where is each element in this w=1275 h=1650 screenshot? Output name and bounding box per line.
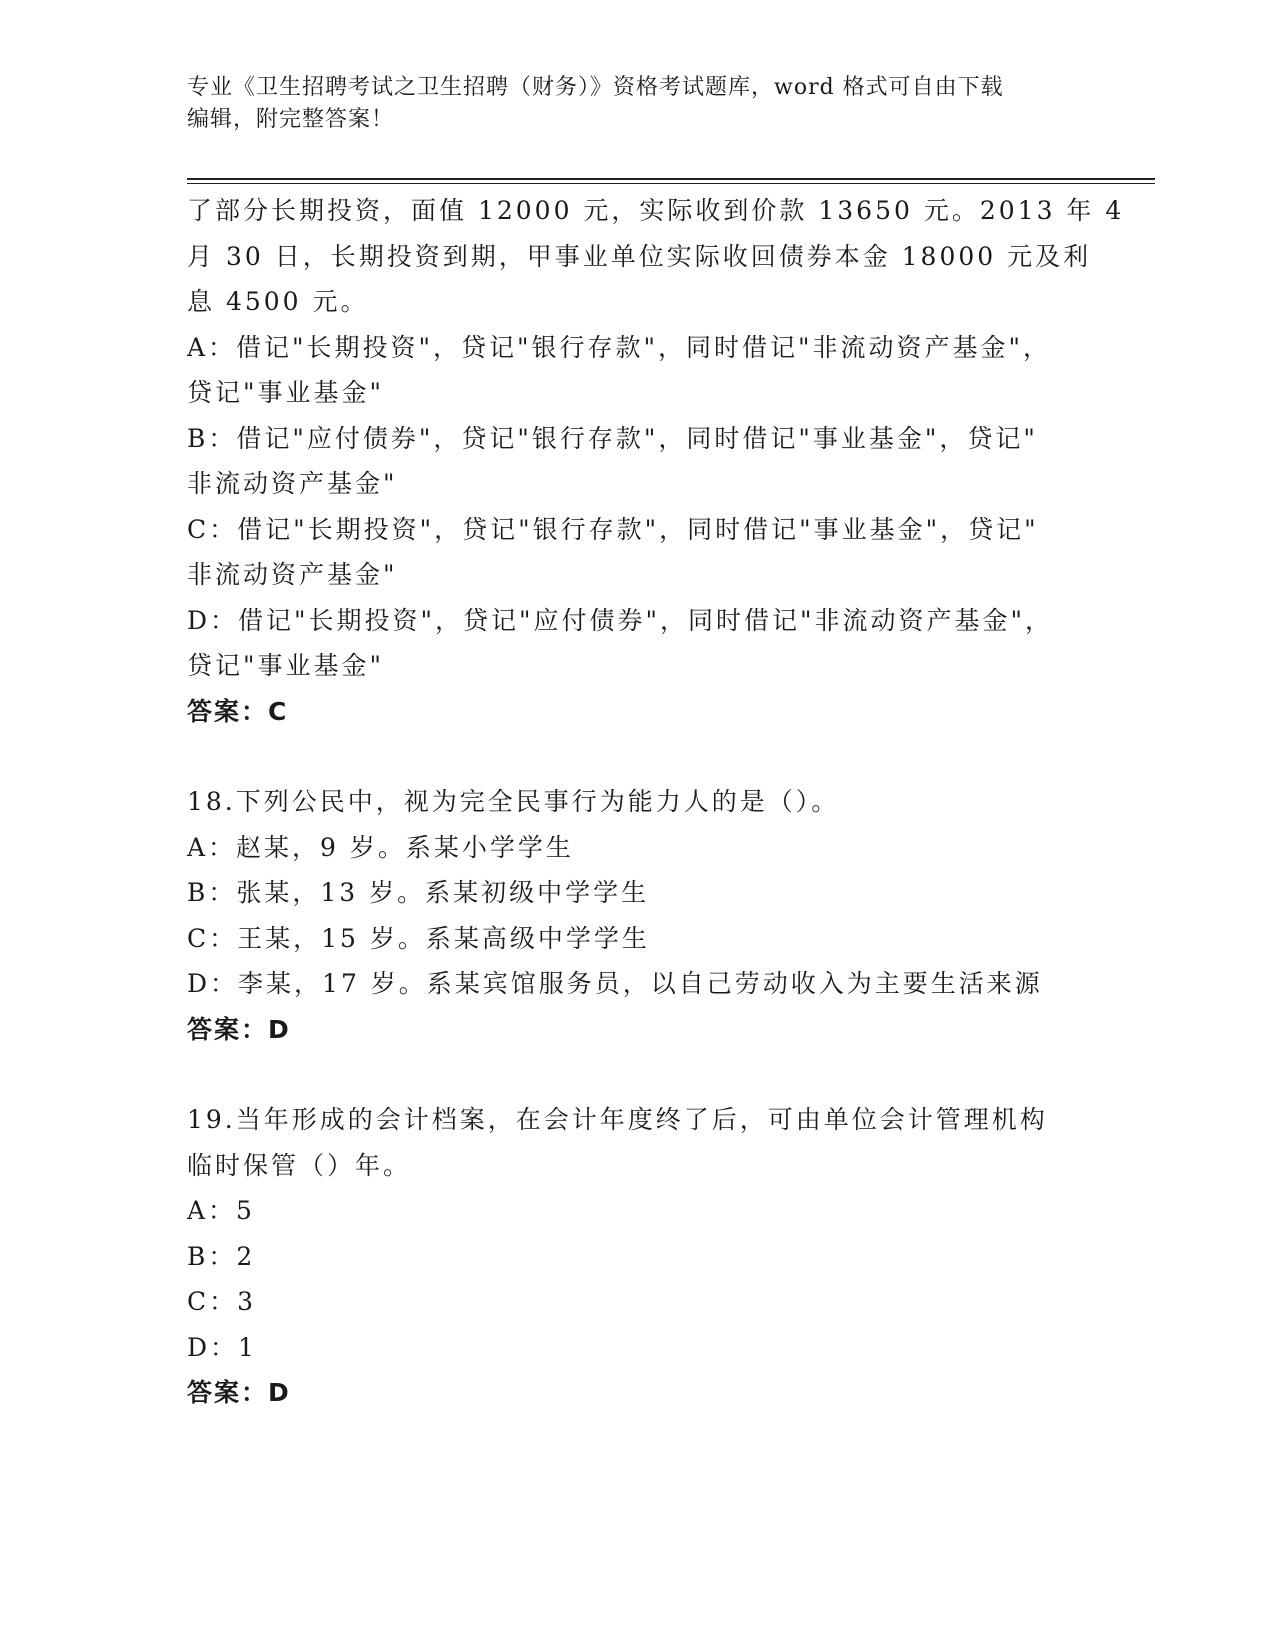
- option-a: A：5: [187, 1196, 255, 1225]
- answer-label: 答案：D: [187, 1378, 291, 1407]
- question-stem-line: 18.下列公民中，视为完全民事行为能力人的是（）。: [187, 787, 840, 816]
- question-19: [187, 1097, 1087, 1416]
- option-d: D：1: [187, 1332, 257, 1362]
- answer-label: 答案：D: [187, 1014, 291, 1044]
- question-stem-line: 临时保管（）年。: [187, 1150, 412, 1180]
- question-18: [187, 779, 1087, 1052]
- header-line-2: 编辑，附完整答案！: [187, 107, 395, 132]
- question-stem-line: 19.当年形成的会计档案，在会计年度终了后，可由单位会计管理机构: [187, 1105, 1048, 1134]
- document-body: [187, 188, 1125, 1416]
- option-d: D：李某，17 岁。系某宾馆服务员，以自己劳动收入为主要生活来源: [187, 969, 1043, 998]
- answer-label: 答案：C: [187, 696, 289, 726]
- spacer: [187, 734, 1087, 779]
- spacer: [187, 1052, 1087, 1097]
- option-b: B：2: [187, 1241, 256, 1271]
- header-line-1: 专业《卫生招聘考试之卫生招聘（财务）》资格考试题库，word 格式可自由下载: [187, 75, 1004, 100]
- header-divider-thick: [187, 178, 1155, 180]
- option-d-line: 贷记"事业基金": [187, 651, 384, 680]
- option-c: C：王某，15 岁。系某高级中学学生: [187, 923, 650, 953]
- page-header: [187, 72, 1087, 136]
- question-stem-line: 了部分长期投资，面值 12000 元，实际收到价款 13650 元。2013 年 4: [187, 196, 1125, 225]
- question-17: [187, 188, 1125, 734]
- option-c-line: 非流动资产基金": [187, 560, 398, 589]
- header-divider-thin: [187, 183, 1155, 184]
- question-stem-line: 息 4500 元。: [187, 287, 369, 316]
- option-b-line: B：借记"应付债券"，贷记"银行存款"，同时借记"事业基金"，贷记": [187, 423, 1038, 453]
- question-stem-line: 月 30 日，长期投资到期，甲事业单位实际收回债券本金 18000 元及利: [187, 241, 1092, 271]
- option-a: A：赵某，9 岁。系某小学学生: [187, 832, 574, 862]
- option-a-line: 贷记"事业基金": [187, 378, 384, 407]
- option-b-line: 非流动资产基金": [187, 469, 398, 498]
- option-b: B：张某，13 岁。系某初级中学学生: [187, 878, 650, 907]
- option-d-line: D：借记"长期投资"，贷记"应付债券"，同时借记"非流动资产基金"，: [187, 605, 1054, 635]
- option-c: C：3: [187, 1287, 257, 1316]
- option-a-line: A：借记"长期投资"，贷记"银行存款"，同时借记"非流动资产基金"，: [187, 332, 1052, 362]
- option-c-line: C：借记"长期投资"，贷记"银行存款"，同时借记"事业基金"，贷记": [187, 514, 1039, 544]
